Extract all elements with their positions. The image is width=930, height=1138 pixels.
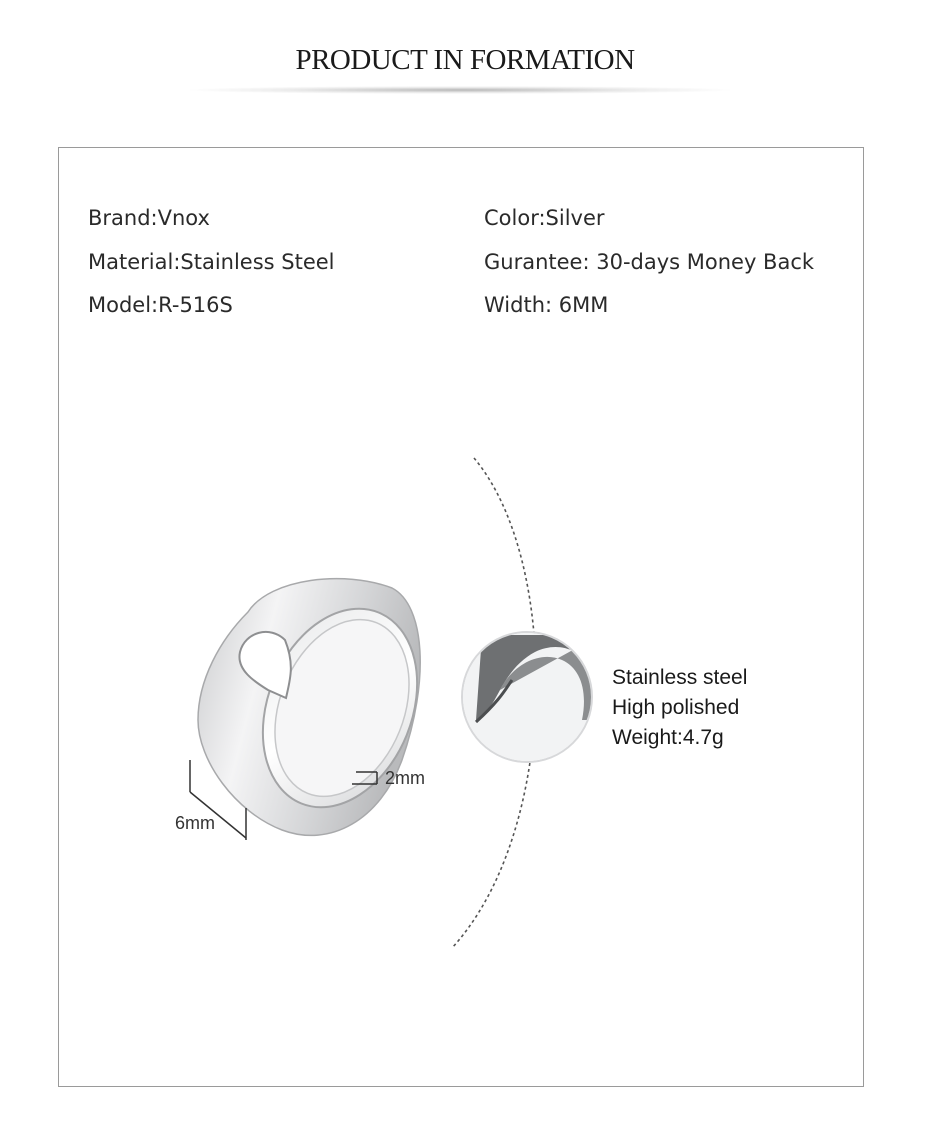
callout-material: Stainless steel xyxy=(612,666,748,689)
dimension-width-label: 6mm xyxy=(175,813,215,833)
callout-finish: High polished xyxy=(612,696,740,719)
zoom-detail-icon xyxy=(455,630,600,770)
callout-weight: Weight:4.7g xyxy=(612,726,724,749)
spec-model: Model:R-516S xyxy=(88,293,233,317)
page-title: PRODUCT IN FORMATION xyxy=(295,44,635,76)
ring-icon xyxy=(198,579,445,836)
spec-brand: Brand:Vnox xyxy=(88,206,210,230)
spec-width: Width: 6MM xyxy=(484,293,609,317)
spec-guarantee: Gurantee: 30-days Money Back xyxy=(484,250,815,274)
spec-material: Material:Stainless Steel xyxy=(88,250,335,274)
spec-color: Color:Silver xyxy=(484,206,605,230)
dimension-thickness-label: 2mm xyxy=(385,768,425,788)
